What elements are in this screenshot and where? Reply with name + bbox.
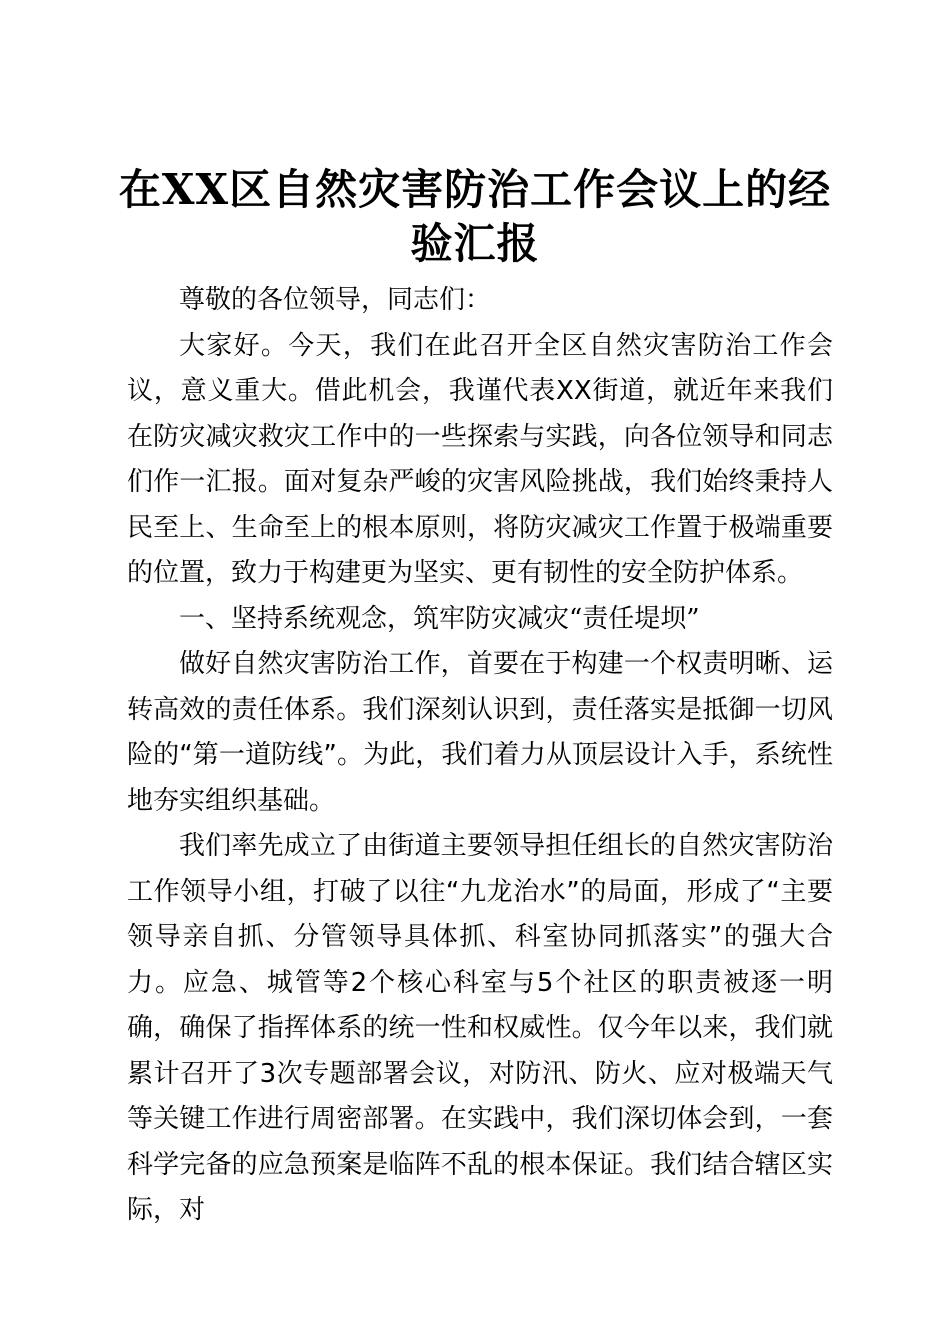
opening-paragraph: 大家好。今天，我们在此召开全区自然灾害防治工作会议，意义重大。借此机会，我谨代表XX街道，就近年来我们在防灾减灾救灾工作中的一些探索与实践，向各位领导和同志们作一汇报。面对复杂严峻的灾害风险挑战，我们始终秉持人民至上、生命至上的根本原则，将防灾减灾工作置于极端重要的位置，致力于构建更为坚实、更有韧性的安全防护体系。 [127,330,833,588]
section-heading: 一、坚持系统观念，筑牢防灾减灾“责任堤坝” [179,603,700,634]
document-title: 在XX区自然灾害防治工作会议上的经验汇报 [118,165,832,268]
document-body [127,278,833,1234]
body-paragraph: 做好自然灾害防治工作，首要在于构建一个权责明晰、运转高效的责任体系。我们深刻认识到，责任落实是抵御一切风险的“第一道防线”。为此，我们着力从顶层设计入手，系统性地夯实组织基础。 [127,649,833,816]
body-paragraph: 我们率先成立了由街道主要领导担任组长的自然灾害防治工作领导小组，打破了以往“九龙治水”的局面，形成了“主要领导亲自抓、分管领导具体抓、科室协同抓落实”的强大合力。应急、城管等2个核心科室与5个社区的职责被逐一明确，确保了指挥体系的统一性和权威性。仅今年以来，我们就累计召开了3次专题部署会议，对防汛、防火、应对极端天气等关键工作进行周密部署。在实践中，我们深切体会到，一套科学完备的应急预案是临阵不乱的根本保证。我们结合辖区实际，对 [127,831,833,1225]
salutation-paragraph: 尊敬的各位领导，同志们： [179,285,492,315]
